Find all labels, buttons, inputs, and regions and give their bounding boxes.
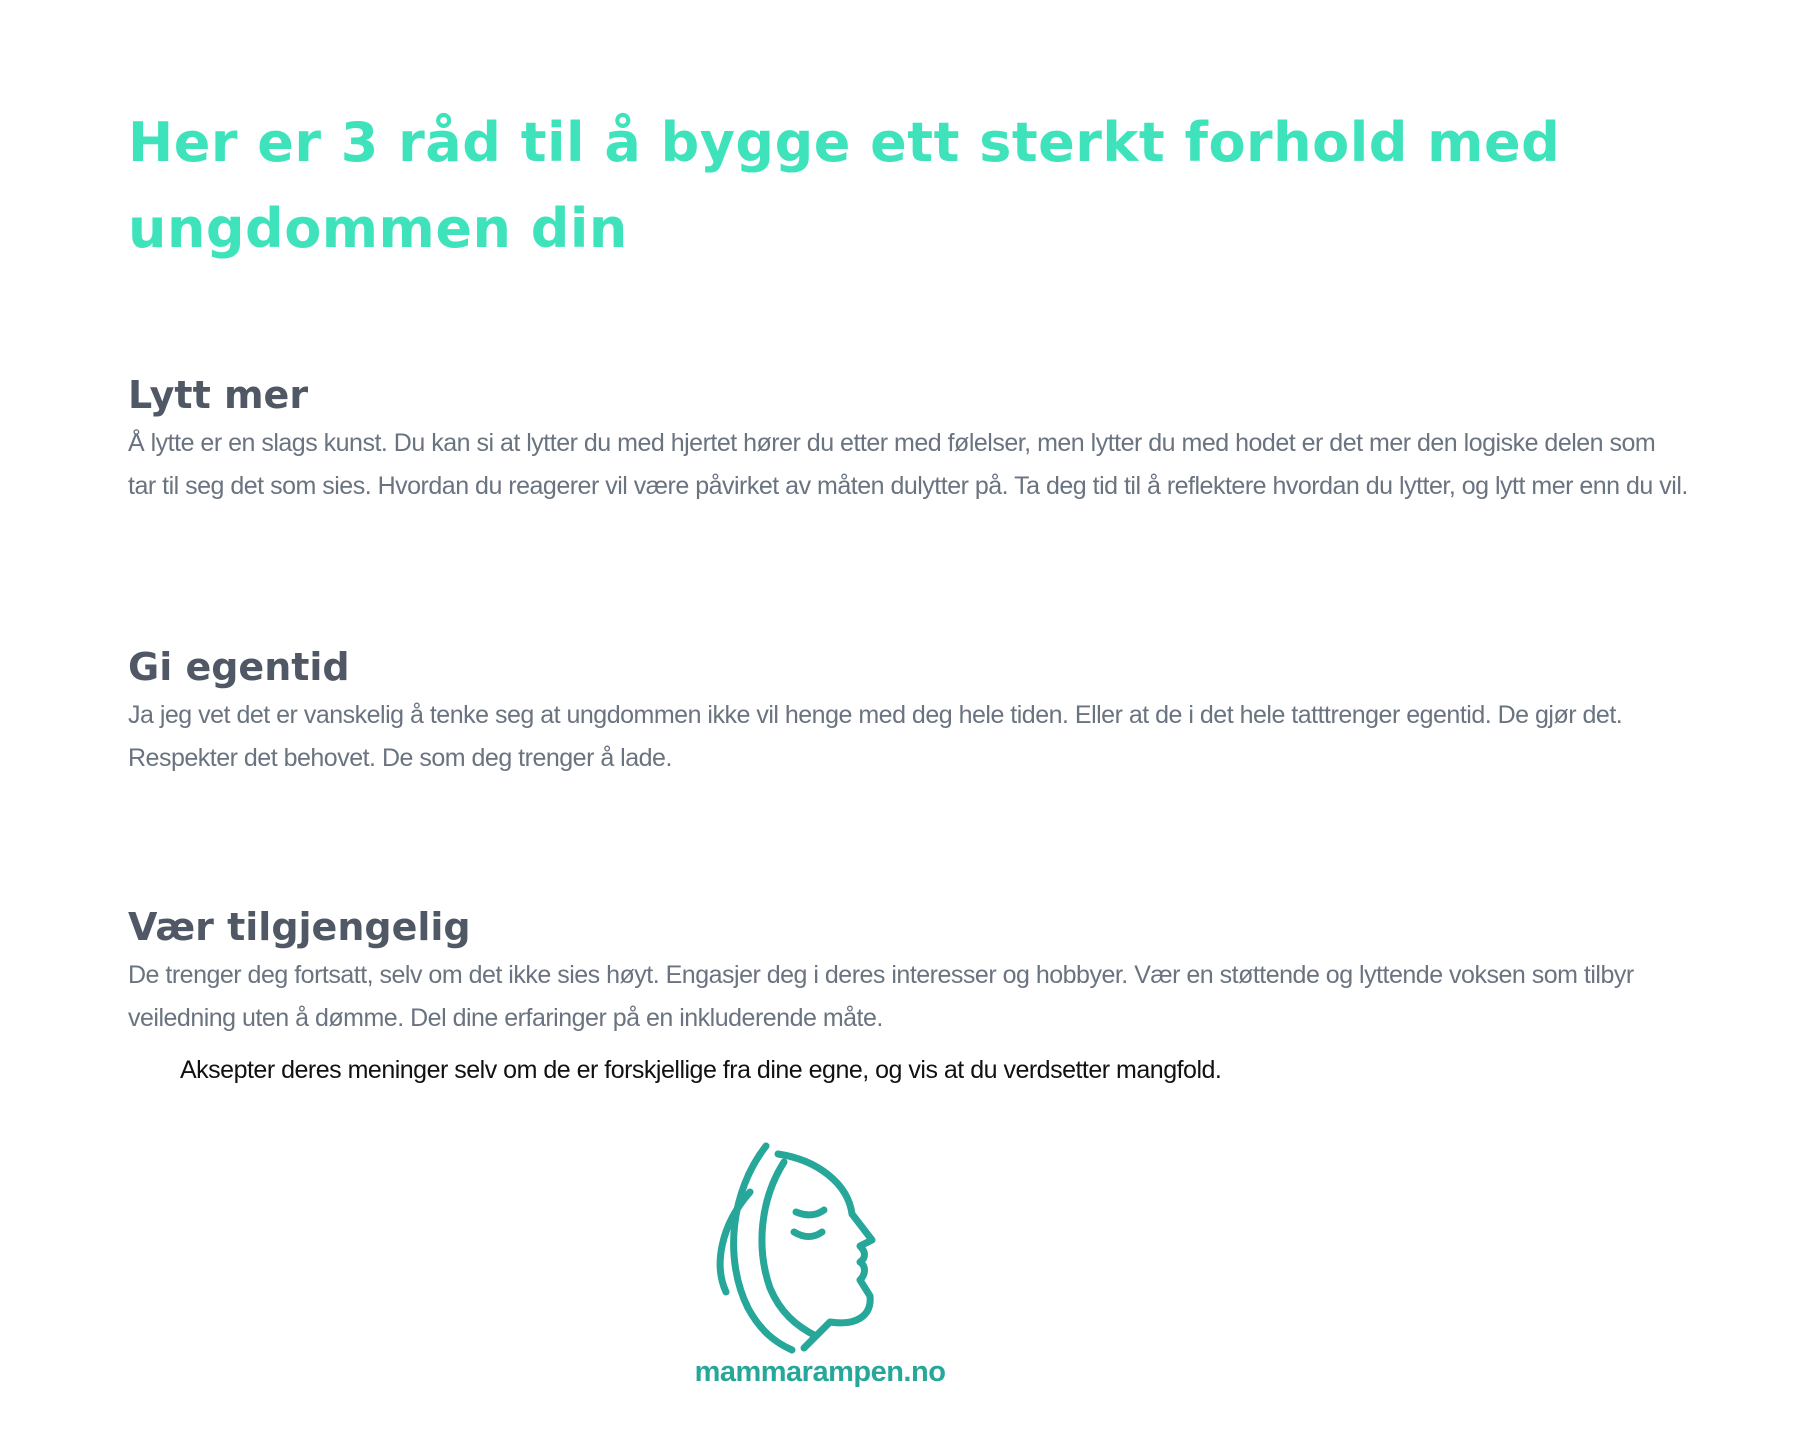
logo-text: mammarampen.no [694, 1356, 946, 1388]
section-heading: Gi egentid [128, 645, 350, 689]
section-lytt-mer [128, 372, 1688, 508]
section-gi-egentid [128, 644, 1688, 780]
section-extra-line: Aksepter deres meninger selv om de er forskjellige fra dine egne, og vis at du verdsetter mangfold. [180, 1056, 1222, 1084]
section-body: De trenger deg fortsatt, selv om det ikke sies høyt. Engasjer deg i deres interesser og hobbyer. Vær en støttende og lyttende voksen som tilbyr veiledning uten å dømme. Del dine erfaringer på en inkluderende måte. [128, 961, 1634, 1032]
page-title: Her er 3 råd til å bygge ett sterkt forhold med ungdommen din [128, 111, 1561, 260]
section-body: Ja jeg vet det er vanskelig å tenke seg at ungdommen ikke vil henge med deg hele tiden. Eller at de i det hele tatttrenger egentid. De gjør det. Respekter det behovet. De som deg trenger å lade. [128, 701, 1623, 772]
brand-logo [694, 1140, 946, 1400]
face-profile-icon [700, 1140, 940, 1360]
section-body: Å lytte er en slags kunst. Du kan si at lytter du med hjertet hører du etter med følelser, men lytter du med hodet er det mer den logiske delen som tar til seg det som sies. Hvordan du reagerer vil være påvirket av måten dulytter på. Ta deg tid til å reflektere hvordan du lytter, og lytt mer enn du vil. [128, 429, 1688, 500]
section-heading: Lytt mer [128, 373, 309, 417]
section-vaer-tilgjengelig [128, 904, 1688, 1040]
section-heading: Vær tilgjengelig [128, 905, 471, 949]
